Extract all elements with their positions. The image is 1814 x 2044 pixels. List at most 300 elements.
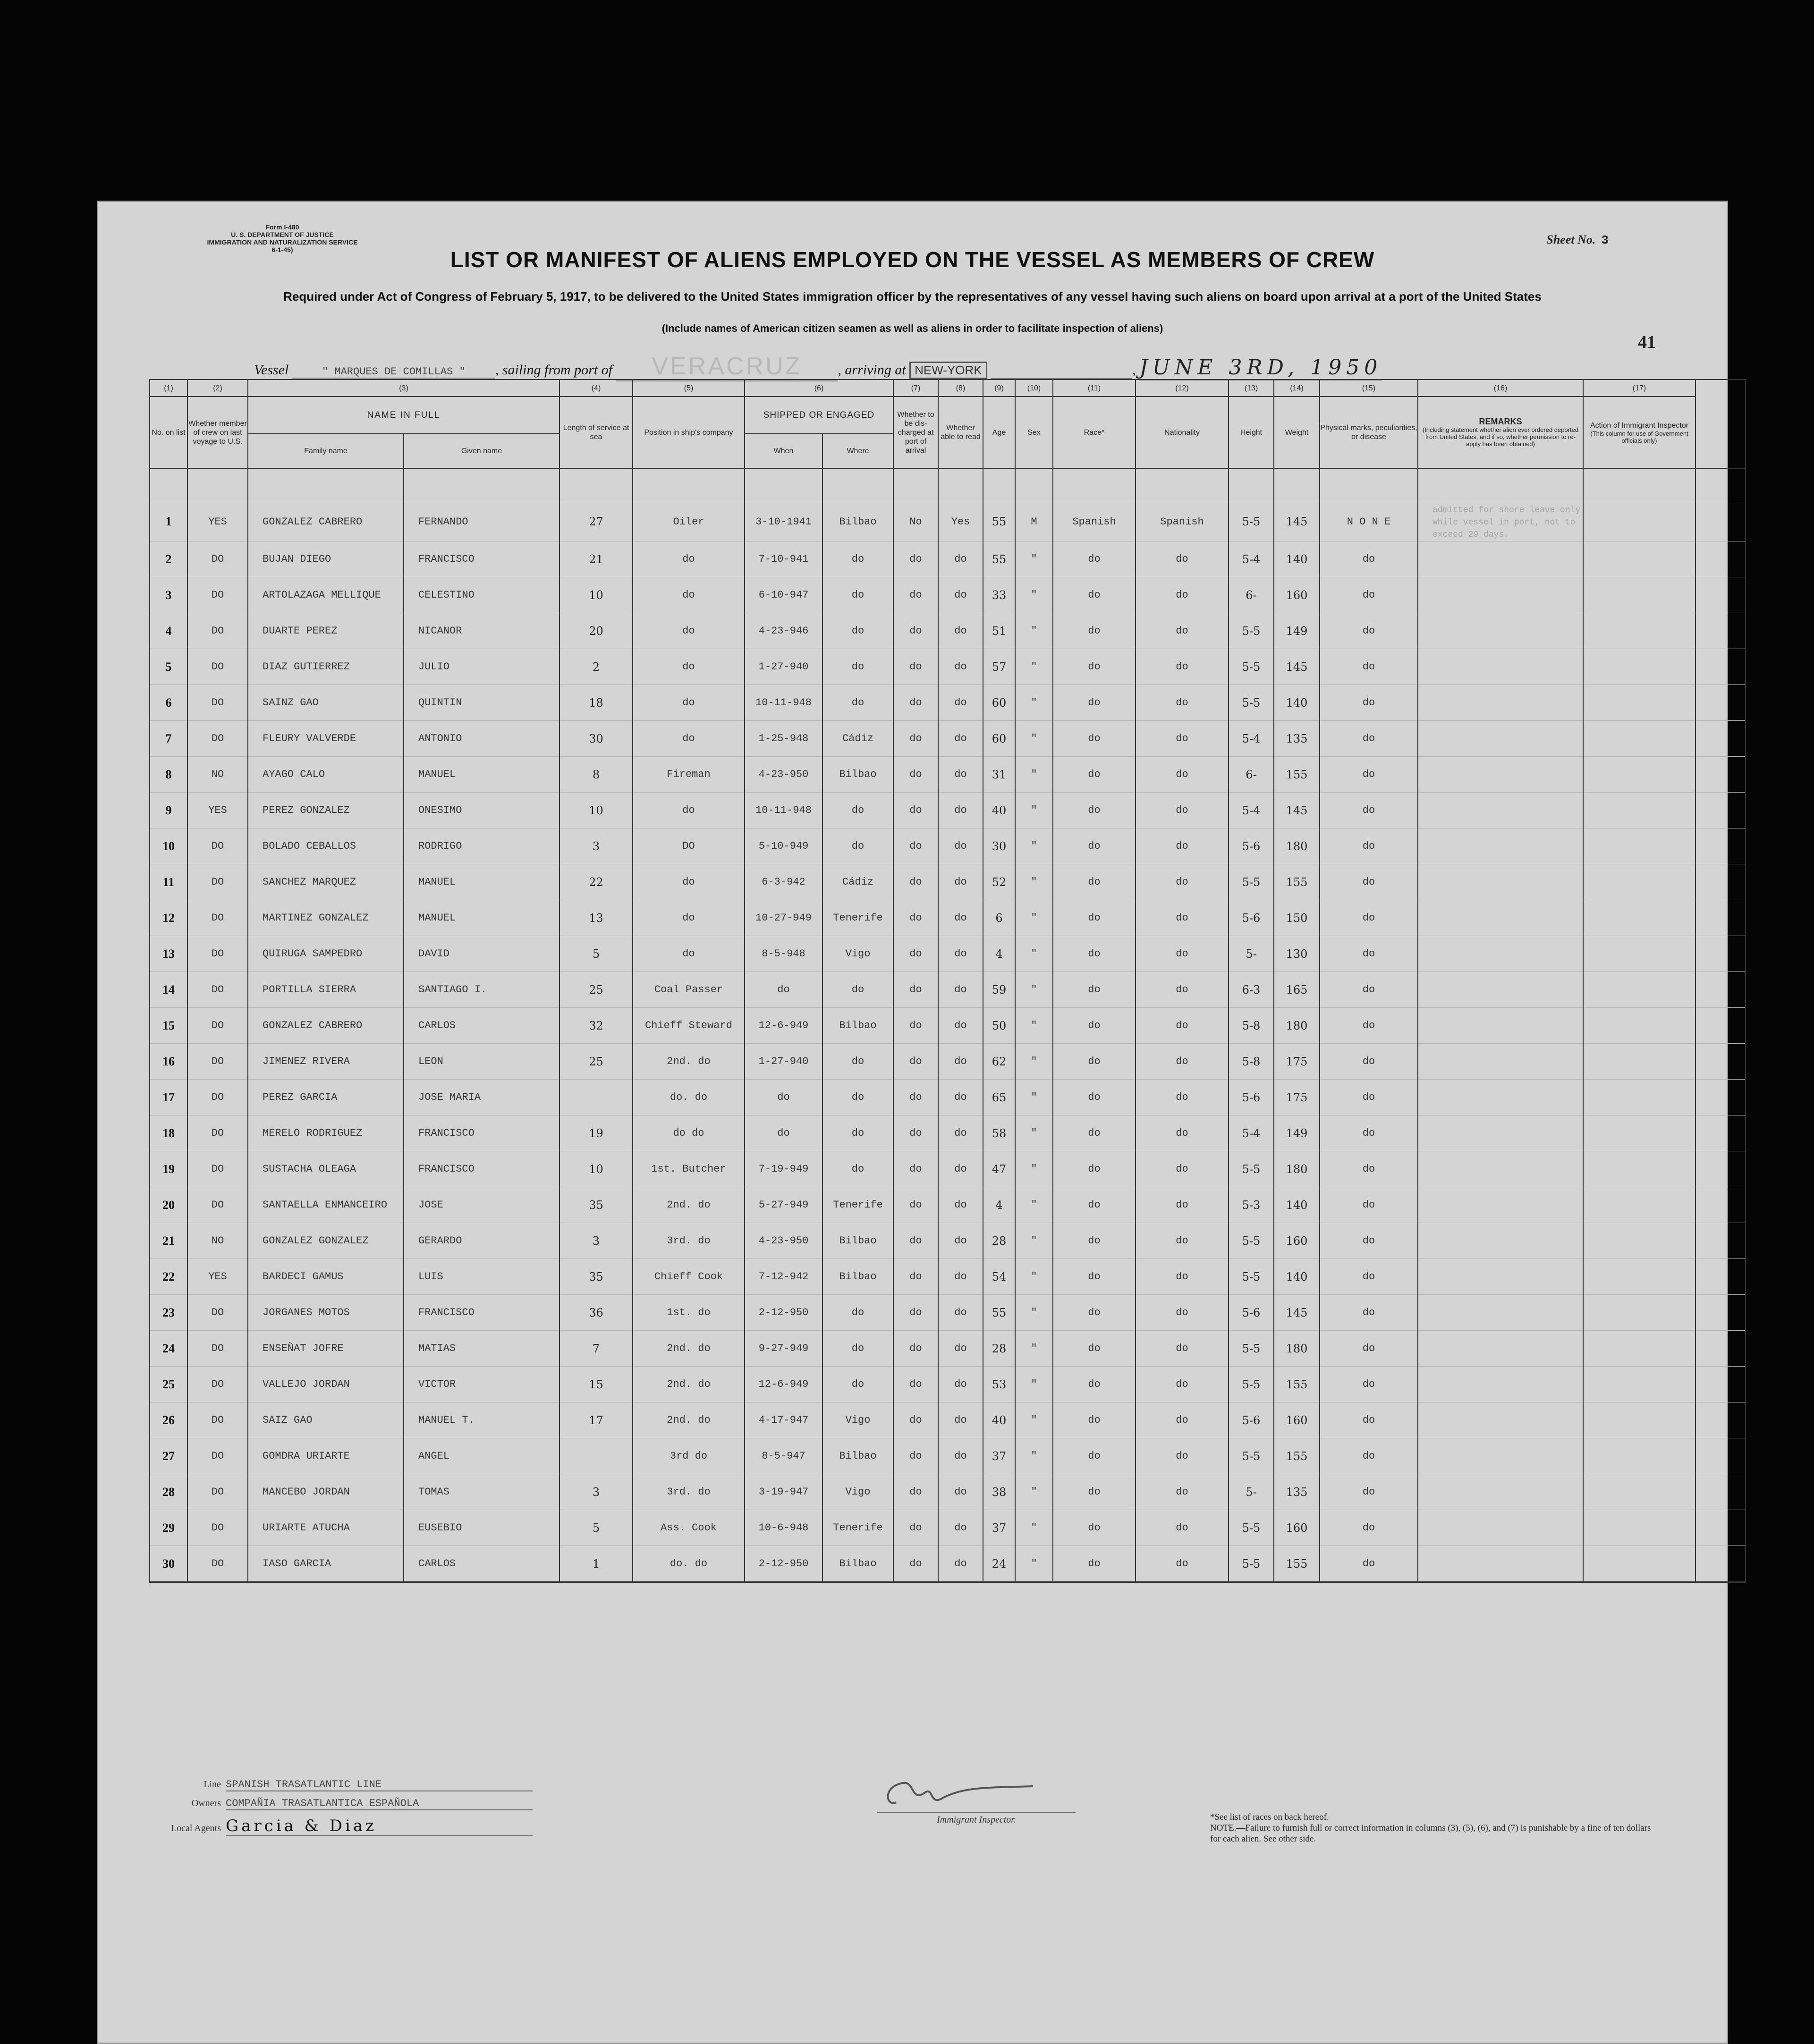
row-number: 22 (150, 1259, 187, 1295)
given-name-cell: RODRIGO (404, 828, 559, 864)
inspector-action-cell (1583, 685, 1695, 721)
age-cell: 4 (983, 936, 1015, 972)
physical-marks-cell: do (1320, 1367, 1418, 1402)
owners-label: Owners (191, 1798, 221, 1808)
given-name-cell: ONESIMO (404, 793, 559, 828)
physical-marks-cell: do (1320, 613, 1418, 649)
prev-voyage-cell: DO (187, 828, 248, 864)
sex-cell: " (1015, 1008, 1053, 1044)
agents-value: Garcia & Diaz (226, 1816, 533, 1836)
margin-cell (1695, 577, 1746, 613)
sheet-number (1546, 233, 1609, 247)
margin-cell (1695, 793, 1746, 828)
row-number: 10 (150, 828, 187, 864)
age-cell: 37 (983, 1438, 1015, 1474)
col-num-17: (17) (1583, 380, 1695, 397)
position-cell: do (633, 649, 745, 685)
col-header-age: Age (983, 397, 1015, 468)
inspector-action-cell (1583, 1438, 1695, 1474)
age-cell: 33 (983, 577, 1015, 613)
service-length-cell: 1 (559, 1546, 633, 1582)
col-header-nationality: Nationality (1136, 397, 1229, 468)
able-to-read-cell: do (938, 1187, 983, 1223)
service-length-cell: 10 (559, 577, 633, 613)
age-cell: 6 (983, 900, 1015, 936)
discharged-cell: do (893, 1044, 938, 1080)
position-cell: 2nd. do (633, 1402, 745, 1438)
shipped-when-cell: 7-19-949 (745, 1151, 822, 1187)
given-name-cell: MANUEL (404, 864, 559, 900)
able-to-read-cell: do (938, 900, 983, 936)
nationality-cell: do (1136, 1402, 1229, 1438)
crew-row (150, 1438, 1746, 1474)
prev-voyage-cell: DO (187, 541, 248, 577)
able-to-read-cell: do (938, 1115, 983, 1151)
age-cell: 28 (983, 1223, 1015, 1259)
age-cell: 55 (983, 1295, 1015, 1331)
crew-row (150, 1367, 1746, 1402)
inspector-action-cell (1583, 1295, 1695, 1331)
row-number: 8 (150, 757, 187, 793)
row-number: 14 (150, 972, 187, 1008)
sex-cell: " (1015, 864, 1053, 900)
shipped-where-cell: do (822, 1295, 893, 1331)
given-name-cell: ANTONIO (404, 721, 559, 757)
col-header-when: When (745, 434, 822, 468)
given-name-cell: JOSE (404, 1187, 559, 1223)
prev-voyage-cell: DO (187, 1510, 248, 1546)
position-cell: 3rd. do (633, 1474, 745, 1510)
col-num-4: (4) (559, 380, 633, 397)
height-cell: 5-5 (1229, 1367, 1274, 1402)
margin-cell (1695, 1151, 1746, 1187)
discharged-cell: do (893, 936, 938, 972)
family-name-cell: BUJAN DIEGO (248, 541, 404, 577)
inspector-action-cell (1583, 502, 1695, 541)
inspector-action-cell (1583, 1080, 1695, 1115)
race-cell: do (1053, 1331, 1136, 1367)
crew-row (150, 864, 1746, 900)
inspector-action-cell (1583, 1259, 1695, 1295)
physical-marks-cell: do (1320, 721, 1418, 757)
weight-cell: 145 (1274, 793, 1320, 828)
race-cell: do (1053, 1187, 1136, 1223)
age-cell: 38 (983, 1474, 1015, 1510)
sailing-label: , sailing from port of (495, 362, 612, 378)
discharged-cell: No (893, 502, 938, 541)
col-header-marks: Physical marks, peculiarities, or disease (1320, 397, 1418, 468)
family-name-cell: PEREZ GARCIA (248, 1080, 404, 1115)
weight-cell: 155 (1274, 757, 1320, 793)
remarks-cell (1418, 649, 1583, 685)
nationality-cell: do (1136, 1438, 1229, 1474)
shipped-where-cell: do (822, 1080, 893, 1115)
nationality-cell: do (1136, 649, 1229, 685)
service-length-cell: 17 (559, 1402, 633, 1438)
col-header-where: Where (822, 434, 893, 468)
shipped-when-cell: 3-10-1941 (745, 502, 822, 541)
able-to-read-cell: do (938, 757, 983, 793)
position-cell: do. do (633, 1546, 745, 1582)
shipped-when-cell: 3-19-947 (745, 1474, 822, 1510)
row-number: 3 (150, 577, 187, 613)
physical-marks-cell: do (1320, 685, 1418, 721)
col-num-13: (13) (1229, 380, 1274, 397)
weight-cell: 160 (1274, 1402, 1320, 1438)
weight-cell: 130 (1274, 936, 1320, 972)
sex-cell: M (1015, 502, 1053, 541)
row-number: 9 (150, 793, 187, 828)
inspector-action-cell (1583, 1223, 1695, 1259)
height-cell: 5-6 (1229, 1080, 1274, 1115)
nationality-cell: do (1136, 1115, 1229, 1151)
remarks-cell (1418, 828, 1583, 864)
able-to-read-cell: do (938, 1151, 983, 1187)
position-cell: Ass. Cook (633, 1510, 745, 1546)
able-to-read-cell: Yes (938, 502, 983, 541)
shipped-where-cell: Bilbao (822, 1008, 893, 1044)
given-name-cell: FRANCISCO (404, 541, 559, 577)
remarks-cell: admitted for shore leave only while vessel in port, not to exceed 29 days. (1418, 502, 1583, 541)
family-name-cell: DUARTE PEREZ (248, 613, 404, 649)
age-cell: 55 (983, 541, 1015, 577)
nationality-cell: do (1136, 1187, 1229, 1223)
crew-row (150, 1008, 1746, 1044)
physical-marks-cell: do (1320, 828, 1418, 864)
remarks-cell (1418, 1474, 1583, 1510)
weight-cell: 135 (1274, 721, 1320, 757)
sex-cell: " (1015, 1546, 1053, 1582)
able-to-read-cell: do (938, 1295, 983, 1331)
discharged-cell: do (893, 1259, 938, 1295)
line-value: SPANISH TRASATLANTIC LINE (226, 1779, 533, 1791)
nationality-cell: do (1136, 1295, 1229, 1331)
shipped-where-cell: do (822, 828, 893, 864)
service-length-cell: 5 (559, 936, 633, 972)
crew-row (150, 1187, 1746, 1223)
discharged-cell: do (893, 1402, 938, 1438)
margin-cell (1695, 1510, 1746, 1546)
nationality-cell: do (1136, 1259, 1229, 1295)
height-cell: 5-5 (1229, 1438, 1274, 1474)
remarks-cell (1418, 721, 1583, 757)
sheet-label: Sheet No. (1546, 233, 1596, 246)
col-num-5: (5) (633, 380, 745, 397)
nationality-cell: do (1136, 1510, 1229, 1546)
row-number: 2 (150, 541, 187, 577)
remarks-cell (1418, 685, 1583, 721)
vessel-info: Vessel " MARQUES DE COMILLAS " , sailing from port of VERACRUZ , arriving at NEW-YORK , JUNE 3RD, 1950 (254, 352, 1382, 381)
height-cell: 5- (1229, 1474, 1274, 1510)
nationality-cell: do (1136, 613, 1229, 649)
position-cell: 2nd. do (633, 1044, 745, 1080)
remarks-cell (1418, 1295, 1583, 1331)
weight-cell: 149 (1274, 613, 1320, 649)
nationality-cell: do (1136, 1546, 1229, 1582)
family-name-cell: SAIZ GAO (248, 1402, 404, 1438)
inspector-action-cell (1583, 1546, 1695, 1582)
shipped-when-cell: 10-6-948 (745, 1510, 822, 1546)
able-to-read-cell: do (938, 1223, 983, 1259)
position-cell: 2nd. do (633, 1187, 745, 1223)
age-cell: 60 (983, 721, 1015, 757)
shipped-where-cell: do (822, 577, 893, 613)
crew-row (150, 1115, 1746, 1151)
shipped-when-cell: do (745, 1115, 822, 1151)
able-to-read-cell: do (938, 1008, 983, 1044)
service-length-cell: 36 (559, 1295, 633, 1331)
remarks-cell (1418, 757, 1583, 793)
sex-cell: " (1015, 1187, 1053, 1223)
vessel-label: Vessel (254, 362, 289, 378)
shipped-when-cell: 8-5-948 (745, 936, 822, 972)
age-cell: 52 (983, 864, 1015, 900)
col-num-2: (2) (187, 380, 248, 397)
service-length-cell: 7 (559, 1331, 633, 1367)
able-to-read-cell: do (938, 685, 983, 721)
shipped-when-cell: 7-12-942 (745, 1259, 822, 1295)
row-number: 1 (150, 502, 187, 541)
age-cell: 65 (983, 1080, 1015, 1115)
discharged-cell: do (893, 900, 938, 936)
remarks-cell (1418, 613, 1583, 649)
given-name-cell: LEON (404, 1044, 559, 1080)
margin-cell (1695, 1331, 1746, 1367)
row-number: 13 (150, 936, 187, 972)
weight-cell: 145 (1274, 649, 1320, 685)
physical-marks-cell: do (1320, 1295, 1418, 1331)
discharged-cell: do (893, 1008, 938, 1044)
margin-cell (1695, 1187, 1746, 1223)
race-cell: do (1053, 1510, 1136, 1546)
physical-marks-cell: do (1320, 1331, 1418, 1367)
sex-cell: " (1015, 1080, 1053, 1115)
prev-voyage-cell: DO (187, 1367, 248, 1402)
able-to-read-cell: do (938, 1546, 983, 1582)
given-name-cell: CELESTINO (404, 577, 559, 613)
crew-row (150, 1402, 1746, 1438)
given-name-cell: LUIS (404, 1259, 559, 1295)
service-length-cell: 13 (559, 900, 633, 936)
inspector-action-cell (1583, 900, 1695, 936)
prev-voyage-cell: DO (187, 1438, 248, 1474)
height-cell: 5-5 (1229, 1546, 1274, 1582)
margin-cell (1695, 649, 1746, 685)
shipped-when-cell: 2-12-950 (745, 1546, 822, 1582)
height-cell: 5-6 (1229, 1295, 1274, 1331)
prev-voyage-cell: DO (187, 864, 248, 900)
action-title: Action of Immigrant Inspector (1590, 421, 1689, 430)
shipped-where-cell: do (822, 685, 893, 721)
service-length-cell: 35 (559, 1187, 633, 1223)
prev-voyage-cell: DO (187, 1474, 248, 1510)
weight-cell: 180 (1274, 1331, 1320, 1367)
col-num-11: (11) (1053, 380, 1136, 397)
shipped-where-cell: Tenerife (822, 900, 893, 936)
margin-column (1695, 380, 1746, 468)
able-to-read-cell: do (938, 1474, 983, 1510)
row-number: 5 (150, 649, 187, 685)
discharged-cell: do (893, 1295, 938, 1331)
margin-cell (1695, 864, 1746, 900)
sex-cell: " (1015, 613, 1053, 649)
inspector-action-cell (1583, 1151, 1695, 1187)
row-number: 27 (150, 1438, 187, 1474)
sex-cell: " (1015, 1367, 1053, 1402)
document-title: LIST OR MANIFEST OF ALIENS EMPLOYED ON THE VESSEL AS MEMBERS OF CREW (450, 247, 1375, 272)
shipped-when-cell: 5-10-949 (745, 828, 822, 864)
row-number: 29 (150, 1510, 187, 1546)
family-name-cell: MARTINEZ GONZALEZ (248, 900, 404, 936)
margin-cell (1695, 721, 1746, 757)
physical-marks-cell: do (1320, 1438, 1418, 1474)
prev-voyage-cell: DO (187, 685, 248, 721)
inspector-action-cell (1583, 757, 1695, 793)
position-cell: do (633, 721, 745, 757)
remarks-cell (1418, 1438, 1583, 1474)
family-name-cell: URIARTE ATUCHA (248, 1510, 404, 1546)
shipped-when-cell: 12-6-949 (745, 1008, 822, 1044)
given-name-cell: MATIAS (404, 1331, 559, 1367)
margin-cell (1695, 1044, 1746, 1080)
discharged-cell: do (893, 613, 938, 649)
race-cell: do (1053, 1438, 1136, 1474)
footer-fields (155, 1779, 533, 1835)
race-cell: do (1053, 793, 1136, 828)
inspector-action-cell (1583, 793, 1695, 828)
race-cell: do (1053, 1008, 1136, 1044)
weight-cell: 149 (1274, 1115, 1320, 1151)
physical-marks-cell: do (1320, 900, 1418, 936)
shipped-where-cell: Vigo (822, 1402, 893, 1438)
action-note: (This column for use of Government officials only) (1590, 430, 1688, 444)
age-cell: 28 (983, 1331, 1015, 1367)
sex-cell: " (1015, 649, 1053, 685)
able-to-read-cell: do (938, 1331, 983, 1367)
family-name-cell: SUSTACHA OLEAGA (248, 1151, 404, 1187)
crew-row (150, 1259, 1746, 1295)
able-to-read-cell: do (938, 721, 983, 757)
shipped-when-cell: 10-27-949 (745, 900, 822, 936)
race-cell: do (1053, 757, 1136, 793)
crew-row (150, 793, 1746, 828)
service-length-cell: 25 (559, 972, 633, 1008)
remarks-cell (1418, 900, 1583, 936)
sex-cell: " (1015, 936, 1053, 972)
sheet-number-value: 3 (1601, 233, 1609, 247)
able-to-read-cell: do (938, 1510, 983, 1546)
height-cell: 5- (1229, 936, 1274, 972)
line-label: Line (203, 1779, 221, 1790)
age-cell: 40 (983, 793, 1015, 828)
prev-voyage-cell: DO (187, 1402, 248, 1438)
position-cell: 2nd. do (633, 1367, 745, 1402)
row-number: 4 (150, 613, 187, 649)
age-cell: 57 (983, 649, 1015, 685)
row-number: 6 (150, 685, 187, 721)
service-length-cell: 3 (559, 1223, 633, 1259)
shipped-where-cell: do (822, 1367, 893, 1402)
col-num-12: (12) (1136, 380, 1229, 397)
remarks-cell (1418, 1546, 1583, 1582)
race-cell: do (1053, 1080, 1136, 1115)
discharged-cell: do (893, 685, 938, 721)
nationality-cell: Spanish (1136, 502, 1229, 541)
header-spacer-row (150, 468, 1746, 502)
crew-row (150, 1080, 1746, 1115)
height-cell: 5-5 (1229, 1331, 1274, 1367)
margin-cell (1695, 936, 1746, 972)
shipped-where-cell: do (822, 1115, 893, 1151)
col-num-7: (7) (893, 380, 938, 397)
age-cell: 30 (983, 828, 1015, 864)
position-cell: do (633, 793, 745, 828)
remarks-cell (1418, 936, 1583, 972)
physical-marks-cell: do (1320, 864, 1418, 900)
weight-cell: 155 (1274, 1438, 1320, 1474)
margin-cell (1695, 1008, 1746, 1044)
service-length-cell: 30 (559, 721, 633, 757)
sex-cell: " (1015, 1259, 1053, 1295)
nationality-cell: do (1136, 900, 1229, 936)
remarks-cell (1418, 864, 1583, 900)
service-length-cell: 19 (559, 1115, 633, 1151)
col-header-sex: Sex (1015, 397, 1053, 468)
service-length-cell: 20 (559, 613, 633, 649)
margin-cell (1695, 972, 1746, 1008)
footer-notes (1210, 1812, 1659, 1844)
physical-marks-cell: do (1320, 1474, 1418, 1510)
height-cell: 5-5 (1229, 1510, 1274, 1546)
physical-marks-cell: do (1320, 577, 1418, 613)
shipped-where-cell: do (822, 613, 893, 649)
able-to-read-cell: do (938, 1044, 983, 1080)
row-number: 17 (150, 1080, 187, 1115)
col-header-prev-voyage: Whether member of crew on last voyage to U.S. (187, 397, 248, 468)
row-number: 30 (150, 1546, 187, 1582)
given-name-cell: FRANCISCO (404, 1151, 559, 1187)
able-to-read-cell: do (938, 793, 983, 828)
row-number: 12 (150, 900, 187, 936)
col-header-remarks (1418, 397, 1583, 468)
sex-cell: " (1015, 1510, 1053, 1546)
weight-cell: 155 (1274, 1367, 1320, 1402)
able-to-read-cell: do (938, 828, 983, 864)
row-number: 7 (150, 721, 187, 757)
prev-voyage-cell: DO (187, 613, 248, 649)
nationality-cell: do (1136, 1008, 1229, 1044)
margin-cell (1695, 685, 1746, 721)
race-cell: do (1053, 1546, 1136, 1582)
sex-cell: " (1015, 1331, 1053, 1367)
able-to-read-cell: do (938, 972, 983, 1008)
given-name-cell: MANUEL (404, 757, 559, 793)
row-number: 25 (150, 1367, 187, 1402)
col-num-15: (15) (1320, 380, 1418, 397)
nationality-cell: do (1136, 793, 1229, 828)
race-cell: do (1053, 541, 1136, 577)
remarks-cell (1418, 1115, 1583, 1151)
position-cell: 2nd. do (633, 1331, 745, 1367)
crew-row (150, 1474, 1746, 1510)
shipped-when-cell: 7-10-941 (745, 541, 822, 577)
age-cell: 62 (983, 1044, 1015, 1080)
weight-cell: 140 (1274, 685, 1320, 721)
weight-cell: 140 (1274, 541, 1320, 577)
shipped-where-cell: Vigo (822, 1474, 893, 1510)
inspector-signature (877, 1774, 1076, 1812)
position-cell: Coal Passer (633, 972, 745, 1008)
